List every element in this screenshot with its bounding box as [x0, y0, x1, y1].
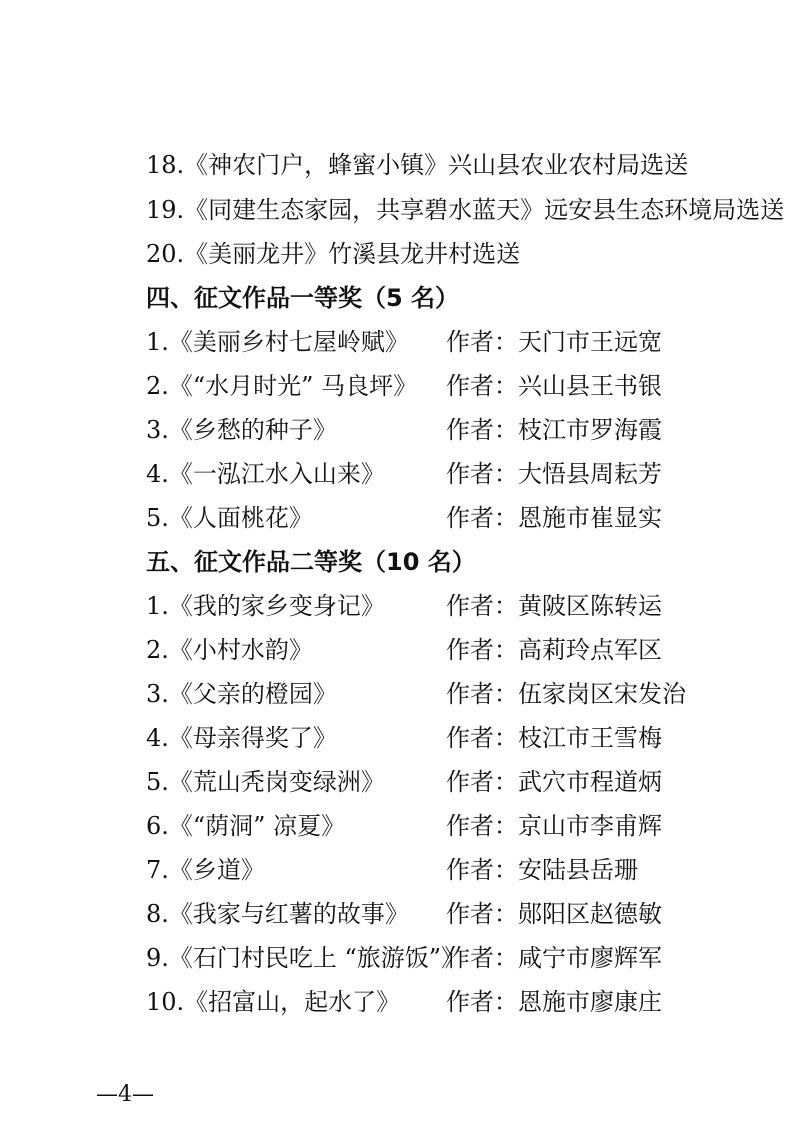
- award-entry: [146, 762, 662, 802]
- award-entry: [146, 850, 638, 890]
- entry-title: 3.《父亲的橙园》: [146, 680, 337, 708]
- author-name: 枝江市王雪梅: [518, 724, 662, 752]
- author-name: 天门市王远宽: [518, 328, 662, 356]
- author-name: 武穴市程道炳: [518, 768, 662, 796]
- entry-title: 4.《母亲得奖了》: [146, 724, 337, 752]
- entry-title: 4.《一泓江水入山来》: [146, 460, 385, 488]
- entry-title: 1.《我的家乡变身记》: [146, 592, 385, 620]
- entry-title: 5.《人面桃花》: [146, 504, 313, 532]
- author-name: 黄陂区陈转运: [518, 592, 662, 620]
- award-entry: [146, 674, 686, 714]
- award-entry: [146, 806, 662, 846]
- entry-title: 9.《石门村民吃上 “旅游饭”》: [146, 944, 466, 972]
- author-label: 作者：: [446, 768, 518, 796]
- entry-title: 2.《“水月时光” 马良坪》: [146, 372, 418, 400]
- author-label: 作者：: [446, 328, 518, 356]
- author-label: 作者：: [446, 724, 518, 752]
- author-name: 安陆县岳珊: [518, 856, 638, 884]
- author-label: 作者：: [446, 636, 518, 664]
- entry-title: 6.《“荫洞” 凉夏》: [146, 812, 346, 840]
- entry-title: 8.《我家与红薯的故事》: [146, 900, 409, 928]
- award-entry: [146, 894, 662, 934]
- author-label: 作者：: [446, 988, 518, 1016]
- selected-item-18: 18.《神农门户，蜂蜜小镇》兴山县农业农村局选送: [146, 151, 689, 179]
- author-name: 伍家岗区宋发治: [518, 680, 686, 708]
- award-entry: [146, 322, 662, 362]
- award-entry: [146, 410, 662, 450]
- author-name: 京山市李甫辉: [518, 812, 662, 840]
- author-name: 郧阳区赵德敏: [518, 900, 662, 928]
- award-entry: [146, 586, 662, 626]
- entry-title: 3.《乡愁的种子》: [146, 416, 337, 444]
- author-name: 咸宁市廖辉军: [518, 944, 662, 972]
- award-entry: [146, 718, 662, 758]
- award-entry: [146, 454, 662, 494]
- award-entry: [146, 498, 662, 538]
- author-name: 恩施市廖康庄: [518, 988, 662, 1016]
- author-label: 作者：: [446, 680, 518, 708]
- award-entry: [146, 630, 662, 670]
- author-label: 作者：: [446, 416, 518, 444]
- author-label: 作者：: [446, 812, 518, 840]
- award-entry: [146, 982, 662, 1022]
- author-label: 作者：: [446, 504, 518, 532]
- author-label: 作者：: [446, 944, 518, 972]
- award-entry: [146, 938, 662, 978]
- author-label: 作者：: [446, 372, 518, 400]
- author-name: 大悟县周耘芳: [518, 460, 662, 488]
- selected-item-20: 20.《美丽龙井》竹溪县龙井村选送: [146, 240, 521, 268]
- author-name: 兴山县王书银: [518, 372, 662, 400]
- selected-item-19: 19.《同建生态家园，共享碧水蓝天》远安县生态环境局选送: [146, 196, 785, 224]
- section-four-heading: 四、征文作品一等奖（5 名）: [146, 284, 460, 312]
- section-five-heading: 五、征文作品二等奖（10 名）: [146, 548, 476, 576]
- entry-title: 2.《小村水韵》: [146, 636, 313, 664]
- author-label: 作者：: [446, 460, 518, 488]
- award-entry: [146, 366, 662, 406]
- entry-title: 5.《荒山秃岗变绿洲》: [146, 768, 385, 796]
- page-number: —4—: [96, 1082, 154, 1107]
- author-name: 高莉玲点军区: [518, 636, 662, 664]
- author-label: 作者：: [446, 900, 518, 928]
- entry-title: 10.《招富山，起水了》: [146, 988, 401, 1016]
- author-name: 恩施市崔显实: [518, 504, 662, 532]
- author-label: 作者：: [446, 856, 518, 884]
- author-name: 枝江市罗海霞: [518, 416, 662, 444]
- author-label: 作者：: [446, 592, 518, 620]
- entry-title: 7.《乡道》: [146, 856, 265, 884]
- entry-title: 1.《美丽乡村七屋岭赋》: [146, 328, 409, 356]
